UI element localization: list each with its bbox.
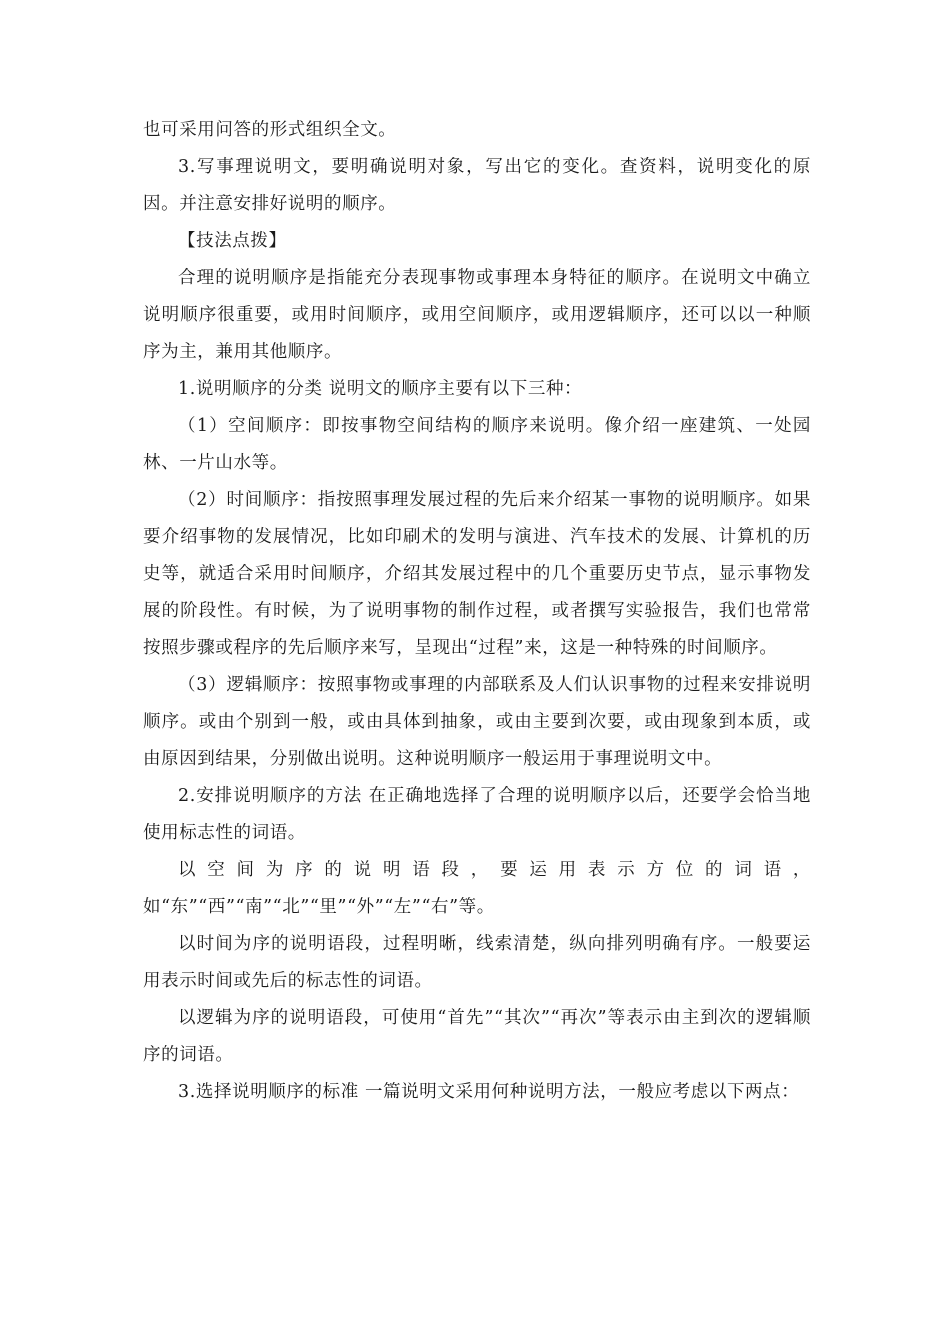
paragraph-logic-words: 以逻辑为序的说明语段，可使用“首先”“其次”“再次”等表示由主到次的逻辑顺序的词语。 [143,1008,811,1065]
paragraph-selection-criteria: 3.选择说明顺序的标准 一篇说明文采用何种说明方法，一般应考虑以下两点： [178,1082,800,1102]
paragraph-spatial-words: 以空间为序的说明语段，要运用表示方位的词语，如“东”“西”“南”“北”“里”“外”“左”“右”等。 [143,860,811,917]
paragraph-time-order: （2）时间顺序：指按照事理发展过程的先后来介绍某一事物的说明顺序。如果要介绍事物的发展情况，比如印刷术的发明与演进、汽车技术的发展、计算机的历史等，就适合采用时间顺序，介绍其发展过程中的几个重要历史节点，显示事物发展的阶段性。有时候，为了说明事物的制作过程，或者撰写实验报告，我们也常常按照步骤或程序的先后顺序来写，呈现出“过程”来，这是一种特殊的时间顺序。 [143,490,811,658]
paragraph-time-words: 以时间为序的说明语段，过程明晰，线索清楚，纵向排列明确有序。一般要运用表示时间或先后的标志性的词语。 [143,934,811,991]
paragraph-arrange-method: 2.安排说明顺序的方法 在正确地选择了合理的说明顺序以后，还要学会恰当地使用标志性的词语。 [143,786,811,843]
paragraph-spatial-order: （1）空间顺序：即按事物空间结构的顺序来说明。像介绍一座建筑、一处园林、一片山水等。 [143,416,811,473]
paragraph-continuation: 也可采用问答的形式组织全文。 [143,120,397,140]
document-body [143,112,811,1111]
paragraph-logical-order: （3）逻辑顺序：按照事物或事理的内部联系及人们认识事物的过程来安排说明顺序。或由个别到一般，或由具体到抽象，或由主要到次要，或由现象到本质，或由原因到结果，分别做出说明。这种说明顺序一般运用于事理说明文中。 [143,675,811,769]
section-heading-jifa-dianbo: 【技法点拨】 [178,231,287,251]
paragraph-intro-order: 合理的说明顺序是指能充分表现事物或事理本身特征的顺序。在说明文中确立说明顺序很重要，或用时间顺序，或用空间顺序，或用逻辑顺序，还可以以一种顺序为主，兼用其他顺序。 [143,268,811,362]
paragraph-order-classification: 1.说明顺序的分类 说明文的顺序主要有以下三种： [178,379,583,399]
paragraph-point-3-shili: 3.写事理说明文，要明确说明对象，写出它的变化。查资料，说明变化的原因。并注意安排好说明的顺序。 [143,157,811,214]
